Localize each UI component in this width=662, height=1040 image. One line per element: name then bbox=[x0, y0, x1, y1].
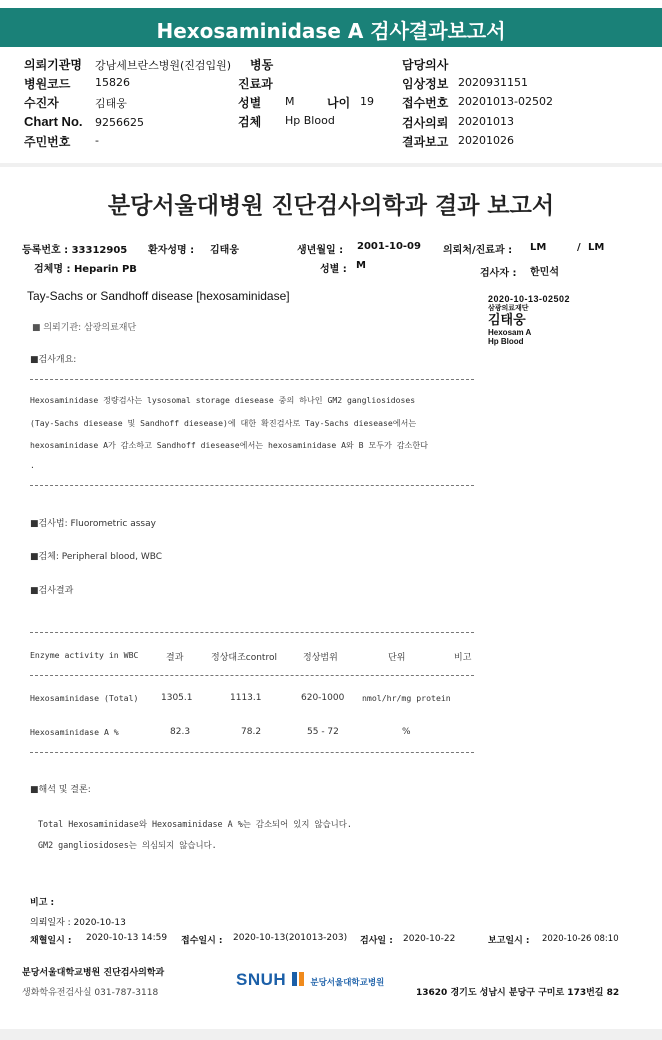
divider bbox=[30, 485, 474, 486]
ward-label: 병동 bbox=[250, 58, 274, 72]
sticker-org: 삼광의료재단 bbox=[488, 303, 529, 312]
table-cell-result: 82.3 bbox=[170, 727, 191, 737]
report-date-label: 보고일시 : bbox=[488, 936, 530, 946]
dept-value-b: LM bbox=[588, 242, 605, 253]
table-cell-range: 620-1000 bbox=[301, 693, 345, 703]
request-org-value: 강남세브란스병원(진검입원) bbox=[95, 59, 232, 72]
report-document bbox=[0, 167, 662, 1029]
th-range: 정상범위 bbox=[303, 653, 338, 663]
method-line: ■검사법: Fluorometric assay bbox=[30, 519, 156, 529]
test-date-label: 검사일 : bbox=[360, 936, 393, 946]
table-cell-range: 55 - 72 bbox=[307, 727, 339, 737]
receive-label: 접수일시 : bbox=[181, 936, 223, 946]
hospital-code-label: 병원코드 bbox=[24, 77, 71, 91]
test-request-value: 20201013 bbox=[458, 115, 514, 128]
specimen-label: 검체 bbox=[238, 115, 262, 129]
th-remark: 비고 bbox=[454, 653, 472, 663]
doctor-label: 담당의사 bbox=[402, 58, 449, 72]
table-cell-result: 1305.1 bbox=[161, 693, 193, 703]
page-title: Hexosaminidase A 검사결과보고서 bbox=[156, 19, 506, 43]
chart-no-value: 9256625 bbox=[95, 116, 144, 129]
sticker-name: 김태웅 bbox=[488, 312, 526, 328]
patient-value: 김태웅 bbox=[95, 97, 127, 110]
specimen-line: ■검체: Peripheral blood, WBC bbox=[30, 552, 163, 562]
collect-label: 채혈일시 : bbox=[30, 936, 72, 946]
test-title: Tay-Sachs or Sandhoff disease [hexosaminidase] bbox=[27, 289, 290, 303]
divider bbox=[30, 379, 474, 380]
sex-label: 성별 bbox=[238, 96, 262, 110]
age-value: 19 bbox=[360, 95, 374, 108]
sex-value: M bbox=[285, 95, 295, 108]
dob-label: 생년월일 : bbox=[297, 245, 344, 256]
table-cell-unit: % bbox=[402, 727, 411, 737]
specimen-value: Hp Blood bbox=[285, 114, 335, 127]
tester-label: 검사자 : bbox=[480, 268, 517, 279]
clinical-info-value: 2020931151 bbox=[458, 76, 528, 89]
specimen-label-sticker bbox=[488, 295, 570, 346]
footer-dept: 분당서울대학교병원 진단검사의학과 bbox=[22, 968, 165, 978]
logo-mark-icon bbox=[291, 971, 305, 987]
title-banner bbox=[0, 8, 662, 47]
dept-value-a: LM bbox=[530, 242, 547, 253]
overview-heading: ■검사개요: bbox=[30, 355, 77, 365]
interp-line-1: Total Hexosaminidase와 Hexosaminidase A %는 감소되어 있지 않습니다. bbox=[38, 819, 352, 829]
receipt-no-value: 20201013-02502 bbox=[458, 95, 553, 108]
result-report-label: 결과보고 bbox=[402, 135, 449, 149]
patient-name-label: 환자성명 : bbox=[148, 245, 195, 256]
overview-line-1: Hexosaminidase 정량검사는 lysosomal storage diesease 중의 하나인 GM2 gangliosidoses bbox=[30, 395, 416, 405]
tester-value: 한민석 bbox=[530, 267, 559, 278]
table-cell-name: Hexosaminidase (Total) bbox=[30, 693, 139, 703]
request-org-label: 의뢰기관명 bbox=[24, 58, 82, 72]
th-control: 정상대조control bbox=[211, 653, 277, 663]
dept-label: 의뢰처/진료과 : bbox=[443, 245, 513, 256]
divider bbox=[30, 632, 474, 633]
sticker-specimen: Hp Blood bbox=[488, 336, 524, 346]
dept-separator: / bbox=[577, 242, 581, 253]
report-title: 분당서울대병원 진단검사의학과 결과 보고서 bbox=[107, 193, 555, 219]
interp-heading: ■해석 및 결론: bbox=[30, 785, 91, 795]
request-org-line: ■ 의뢰기관: 삼광의료재단 bbox=[32, 323, 137, 333]
age-label: 나이 bbox=[327, 96, 351, 110]
dept-label: 진료과 bbox=[238, 77, 273, 91]
overview-line-3: hexosaminidase A가 감소하고 Sandhoff diesease에서는 hexosaminidase A와 B 모두가 감소한다 bbox=[30, 440, 428, 450]
reg-no: 등록번호 : 33312905 bbox=[22, 245, 128, 256]
divider bbox=[30, 675, 474, 676]
th-result: 결과 bbox=[166, 653, 184, 663]
divider bbox=[30, 752, 474, 753]
report-sex-label: 성별 : bbox=[320, 264, 347, 275]
sticker-test: Hexosam A bbox=[488, 327, 532, 337]
summary-panel bbox=[0, 0, 662, 163]
clinical-info-label: 임상정보 bbox=[402, 77, 449, 91]
logo-text: SNUH bbox=[236, 970, 287, 989]
result-report-value: 20201026 bbox=[458, 134, 514, 147]
footer-address: 13620 경기도 성남시 분당구 구미로 173번길 82 bbox=[416, 988, 620, 998]
patient-name-value: 김태웅 bbox=[210, 245, 239, 256]
test-request-label: 검사의뢰 bbox=[402, 116, 449, 130]
dob-value: 2001-10-09 bbox=[357, 241, 421, 252]
table-cell-name: Hexosaminidase A % bbox=[30, 727, 119, 737]
interp-line-2: GM2 gangliosidoses는 의심되지 않습니다. bbox=[38, 840, 217, 850]
test-date-value: 2020-10-22 bbox=[403, 934, 456, 944]
overview-line-2: (Tay-Sachs diesease 및 Sandhoff diesease)에 대한 확진검사로 Tay-Sachs diesease에서는 bbox=[30, 418, 417, 428]
result-heading: ■검사결과 bbox=[30, 586, 74, 596]
th-enzyme: Enzyme activity in WBC bbox=[30, 650, 139, 660]
sticker-code: 2020-10-13-02502 bbox=[488, 294, 571, 304]
logo-subtext: 분당서울대학교병원 bbox=[310, 978, 385, 988]
table-cell-control: 78.2 bbox=[241, 727, 262, 737]
report-sex-value: M bbox=[356, 260, 366, 271]
receipt-no-label: 접수번호 bbox=[402, 96, 449, 110]
specimen-name: 검체명 : Heparin PB bbox=[34, 264, 137, 275]
hospital-code-value: 15826 bbox=[95, 76, 130, 89]
footer-lab: 생화학유전검사실 031-787-3118 bbox=[22, 988, 159, 998]
overview-line-4: . bbox=[30, 460, 35, 470]
th-unit: 단위 bbox=[388, 653, 406, 663]
rrn-value: - bbox=[95, 134, 99, 147]
snuh-logo bbox=[236, 970, 384, 992]
report-date-value: 2020-10-26 08:10 bbox=[542, 934, 619, 944]
table-cell-control: 1113.1 bbox=[230, 693, 262, 703]
receive-value: 2020-10-13(201013-203) bbox=[233, 933, 348, 943]
table-cell-unit: nmol/hr/mg protein bbox=[362, 693, 451, 703]
rrn-label: 주민번호 bbox=[24, 135, 71, 149]
patient-label: 수진자 bbox=[24, 96, 59, 110]
remark-label: 비고 : bbox=[30, 898, 55, 908]
collect-value: 2020-10-13 14:59 bbox=[86, 933, 168, 943]
request-date: 의뢰일자 : 2020-10-13 bbox=[30, 918, 126, 928]
chart-no-label: Chart No. bbox=[24, 114, 83, 129]
